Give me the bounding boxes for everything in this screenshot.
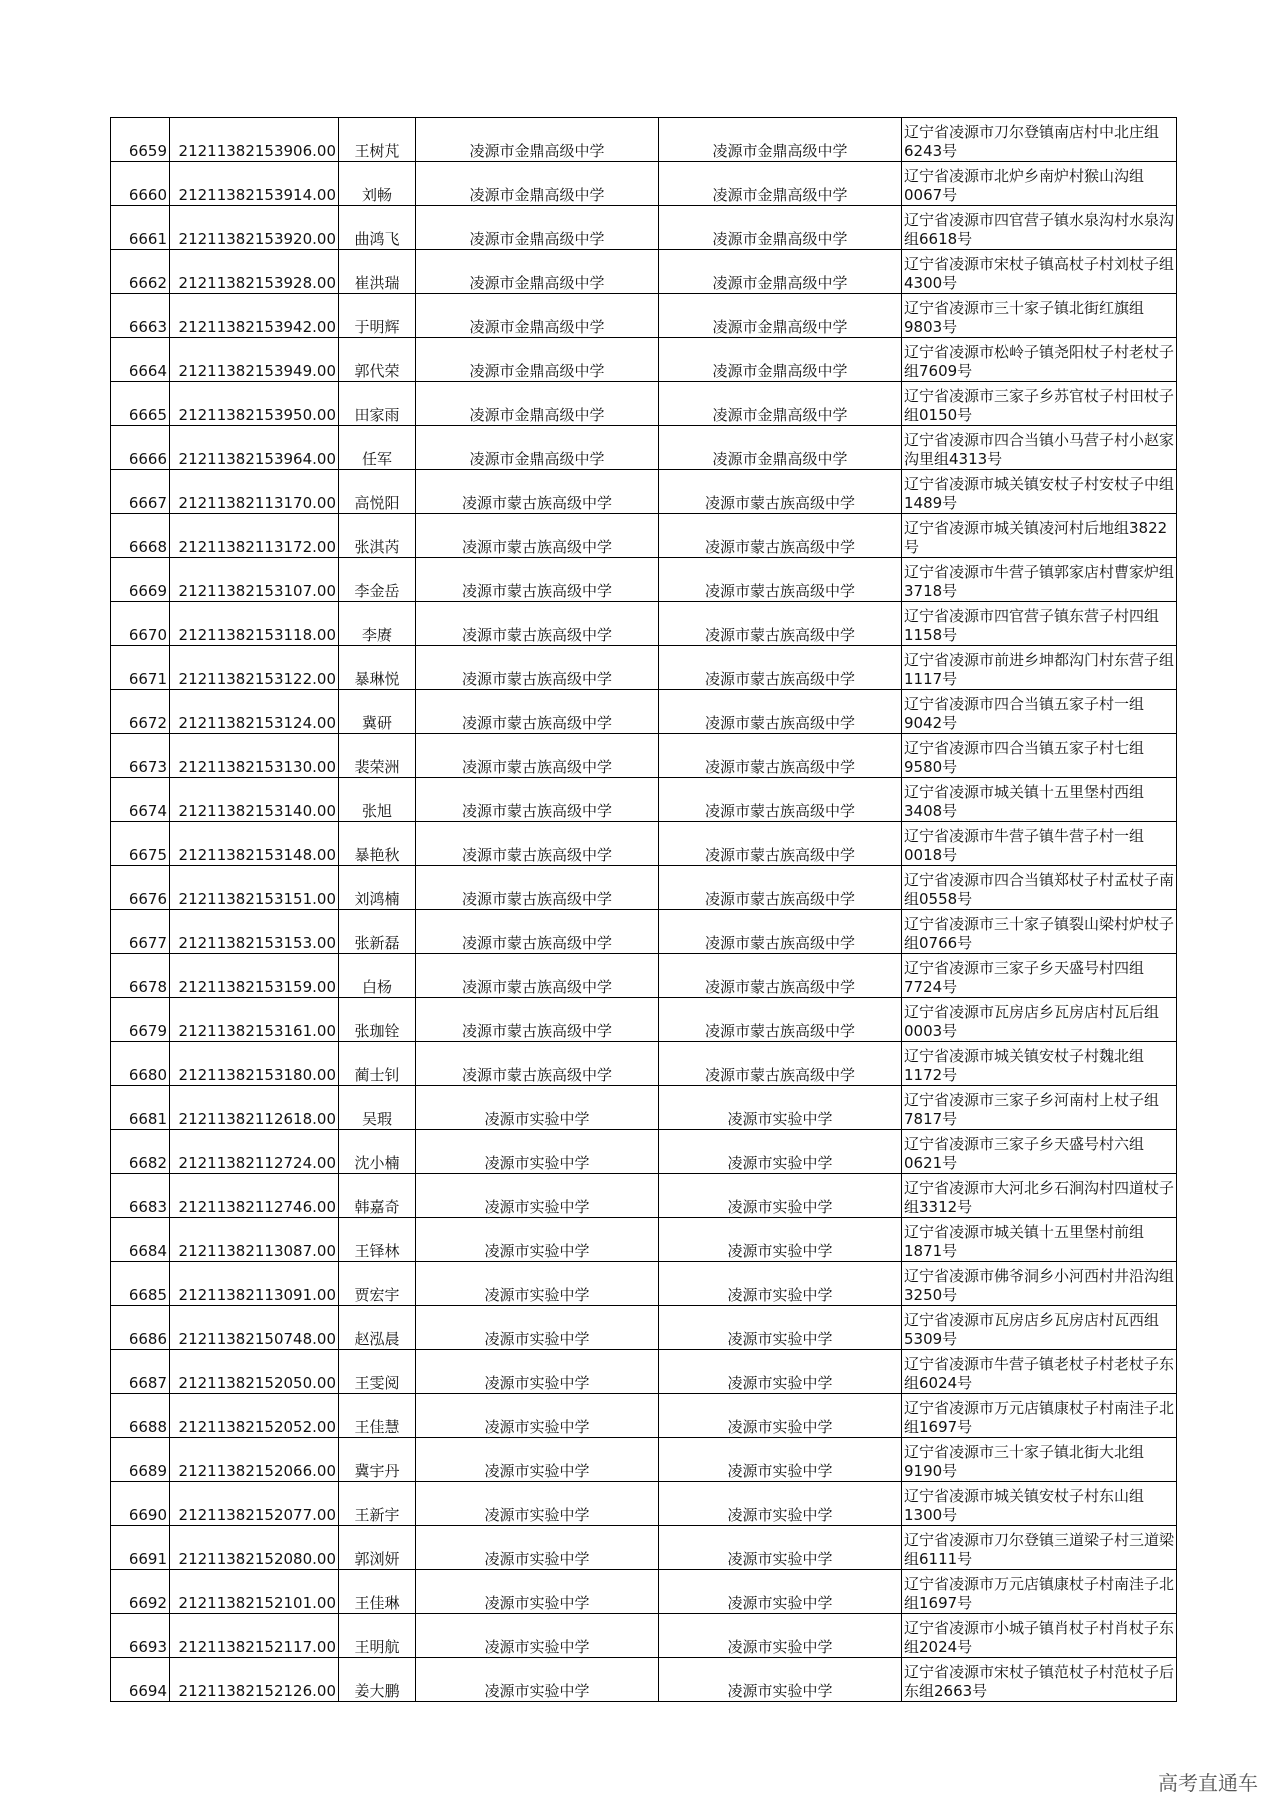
student-name-cell: 张淇芮 xyxy=(339,514,416,558)
address-cell: 辽宁省凌源市四官营子镇东营子村四组1158号 xyxy=(902,602,1177,646)
address-cell: 辽宁省凌源市大河北乡石涧沟村四道杖子组3312号 xyxy=(902,1174,1177,1218)
seq-cell: 6682 xyxy=(111,1130,170,1174)
school-cell: 凌源市实验中学 xyxy=(416,1218,659,1262)
school-cell: 凌源市蒙古族高级中学 xyxy=(416,910,659,954)
school-cell: 凌源市蒙古族高级中学 xyxy=(416,690,659,734)
table-row xyxy=(111,250,1177,294)
school-cell: 凌源市蒙古族高级中学 xyxy=(416,646,659,690)
seq-cell: 6672 xyxy=(111,690,170,734)
school-cell: 凌源市实验中学 xyxy=(416,1658,659,1702)
address-cell: 辽宁省凌源市小城子镇肖杖子村肖杖子东组2024号 xyxy=(902,1614,1177,1658)
admitting-school-cell: 凌源市金鼎高级中学 xyxy=(659,162,902,206)
admitting-school-cell: 凌源市蒙古族高级中学 xyxy=(659,514,902,558)
student-name-cell: 贾宏宇 xyxy=(339,1262,416,1306)
candidate-id-cell: 21211382153942.00 xyxy=(170,294,339,338)
address-cell: 辽宁省凌源市瓦房店乡瓦房店村瓦西组5309号 xyxy=(902,1306,1177,1350)
student-name-cell: 郭代荣 xyxy=(339,338,416,382)
table-row xyxy=(111,1438,1177,1482)
candidate-id-cell: 21211382153159.00 xyxy=(170,954,339,998)
candidate-id-cell: 21211382113087.00 xyxy=(170,1218,339,1262)
address-cell: 辽宁省凌源市宋杖子镇范杖子村范杖子后东组2663号 xyxy=(902,1658,1177,1702)
student-name-cell: 蔺士钊 xyxy=(339,1042,416,1086)
student-name-cell: 曲鸿飞 xyxy=(339,206,416,250)
table-row xyxy=(111,338,1177,382)
seq-cell: 6681 xyxy=(111,1086,170,1130)
student-name-cell: 王明航 xyxy=(339,1614,416,1658)
candidate-id-cell: 21211382152052.00 xyxy=(170,1394,339,1438)
seq-cell: 6688 xyxy=(111,1394,170,1438)
school-cell: 凌源市实验中学 xyxy=(416,1614,659,1658)
address-cell: 辽宁省凌源市三家子乡苏官杖子村田杖子组0150号 xyxy=(902,382,1177,426)
seq-cell: 6676 xyxy=(111,866,170,910)
table-row xyxy=(111,1042,1177,1086)
table-row xyxy=(111,778,1177,822)
student-name-cell: 张新磊 xyxy=(339,910,416,954)
seq-cell: 6662 xyxy=(111,250,170,294)
school-cell: 凌源市蒙古族高级中学 xyxy=(416,1042,659,1086)
student-name-cell: 田家雨 xyxy=(339,382,416,426)
school-cell: 凌源市实验中学 xyxy=(416,1350,659,1394)
student-name-cell: 王树芃 xyxy=(339,118,416,162)
candidate-id-cell: 21211382153950.00 xyxy=(170,382,339,426)
candidate-id-cell: 21211382152066.00 xyxy=(170,1438,339,1482)
address-cell: 辽宁省凌源市三家子乡天盛号村六组0621号 xyxy=(902,1130,1177,1174)
address-cell: 辽宁省凌源市三家子乡天盛号村四组7724号 xyxy=(902,954,1177,998)
admitting-school-cell: 凌源市蒙古族高级中学 xyxy=(659,866,902,910)
student-name-cell: 王佳琳 xyxy=(339,1570,416,1614)
candidate-id-cell: 21211382153180.00 xyxy=(170,1042,339,1086)
address-cell: 辽宁省凌源市刀尔登镇三道梁子村三道梁组6111号 xyxy=(902,1526,1177,1570)
student-name-cell: 任军 xyxy=(339,426,416,470)
seq-cell: 6693 xyxy=(111,1614,170,1658)
admitting-school-cell: 凌源市金鼎高级中学 xyxy=(659,206,902,250)
admitting-school-cell: 凌源市实验中学 xyxy=(659,1438,902,1482)
candidate-id-cell: 21211382152126.00 xyxy=(170,1658,339,1702)
admitting-school-cell: 凌源市实验中学 xyxy=(659,1658,902,1702)
school-cell: 凌源市金鼎高级中学 xyxy=(416,382,659,426)
admitting-school-cell: 凌源市蒙古族高级中学 xyxy=(659,910,902,954)
table-row xyxy=(111,294,1177,338)
seq-cell: 6670 xyxy=(111,602,170,646)
table-row xyxy=(111,1306,1177,1350)
student-name-cell: 刘畅 xyxy=(339,162,416,206)
student-name-cell: 赵泓晨 xyxy=(339,1306,416,1350)
address-cell: 辽宁省凌源市牛营子镇老杖子村老杖子东组6024号 xyxy=(902,1350,1177,1394)
seq-cell: 6659 xyxy=(111,118,170,162)
student-name-cell: 崔洪瑞 xyxy=(339,250,416,294)
student-name-cell: 高悦阳 xyxy=(339,470,416,514)
address-cell: 辽宁省凌源市三十家子镇北街红旗组9803号 xyxy=(902,294,1177,338)
seq-cell: 6689 xyxy=(111,1438,170,1482)
student-name-cell: 王雯阅 xyxy=(339,1350,416,1394)
candidate-id-cell: 21211382153130.00 xyxy=(170,734,339,778)
school-cell: 凌源市实验中学 xyxy=(416,1394,659,1438)
seq-cell: 6684 xyxy=(111,1218,170,1262)
seq-cell: 6679 xyxy=(111,998,170,1042)
table-row xyxy=(111,646,1177,690)
seq-cell: 6691 xyxy=(111,1526,170,1570)
student-name-cell: 暴艳秋 xyxy=(339,822,416,866)
seq-cell: 6673 xyxy=(111,734,170,778)
student-name-cell: 于明辉 xyxy=(339,294,416,338)
school-cell: 凌源市蒙古族高级中学 xyxy=(416,514,659,558)
candidate-id-cell: 21211382153949.00 xyxy=(170,338,339,382)
school-cell: 凌源市金鼎高级中学 xyxy=(416,162,659,206)
candidate-id-cell: 21211382153122.00 xyxy=(170,646,339,690)
address-cell: 辽宁省凌源市松岭子镇尧阳杖子村老杖子组7609号 xyxy=(902,338,1177,382)
admitting-school-cell: 凌源市蒙古族高级中学 xyxy=(659,1042,902,1086)
admitting-school-cell: 凌源市蒙古族高级中学 xyxy=(659,954,902,998)
table-row xyxy=(111,1130,1177,1174)
student-name-cell: 吴瑕 xyxy=(339,1086,416,1130)
admitting-school-cell: 凌源市实验中学 xyxy=(659,1306,902,1350)
seq-cell: 6683 xyxy=(111,1174,170,1218)
address-cell: 辽宁省凌源市四官营子镇水泉沟村水泉沟组6618号 xyxy=(902,206,1177,250)
candidate-id-cell: 21211382153928.00 xyxy=(170,250,339,294)
address-cell: 辽宁省凌源市四合当镇五家子村一组9042号 xyxy=(902,690,1177,734)
school-cell: 凌源市蒙古族高级中学 xyxy=(416,822,659,866)
school-cell: 凌源市蒙古族高级中学 xyxy=(416,602,659,646)
seq-cell: 6660 xyxy=(111,162,170,206)
table-row xyxy=(111,162,1177,206)
table-row xyxy=(111,1394,1177,1438)
roster-table xyxy=(110,117,1177,1702)
table-row xyxy=(111,206,1177,250)
student-name-cell: 张珈铨 xyxy=(339,998,416,1042)
seq-cell: 6677 xyxy=(111,910,170,954)
candidate-id-cell: 21211382113172.00 xyxy=(170,514,339,558)
candidate-id-cell: 21211382153914.00 xyxy=(170,162,339,206)
table-row xyxy=(111,426,1177,470)
candidate-id-cell: 21211382153920.00 xyxy=(170,206,339,250)
student-name-cell: 姜大鹏 xyxy=(339,1658,416,1702)
table-row xyxy=(111,954,1177,998)
seq-cell: 6692 xyxy=(111,1570,170,1614)
address-cell: 辽宁省凌源市四合当镇小马营子村小赵家沟里组4313号 xyxy=(902,426,1177,470)
admitting-school-cell: 凌源市蒙古族高级中学 xyxy=(659,734,902,778)
school-cell: 凌源市实验中学 xyxy=(416,1086,659,1130)
table-row xyxy=(111,910,1177,954)
seq-cell: 6665 xyxy=(111,382,170,426)
admitting-school-cell: 凌源市蒙古族高级中学 xyxy=(659,690,902,734)
candidate-id-cell: 21211382112724.00 xyxy=(170,1130,339,1174)
address-cell: 辽宁省凌源市城关镇安杖子村东山组1300号 xyxy=(902,1482,1177,1526)
candidate-id-cell: 21211382153148.00 xyxy=(170,822,339,866)
school-cell: 凌源市金鼎高级中学 xyxy=(416,294,659,338)
admitting-school-cell: 凌源市实验中学 xyxy=(659,1614,902,1658)
student-name-cell: 郭浏妍 xyxy=(339,1526,416,1570)
table-row xyxy=(111,1526,1177,1570)
address-cell: 辽宁省凌源市万元店镇康杖子村南洼子北组1697号 xyxy=(902,1394,1177,1438)
school-cell: 凌源市金鼎高级中学 xyxy=(416,426,659,470)
student-name-cell: 冀研 xyxy=(339,690,416,734)
admitting-school-cell: 凌源市金鼎高级中学 xyxy=(659,426,902,470)
address-cell: 辽宁省凌源市三十家子镇北街大北组9190号 xyxy=(902,1438,1177,1482)
admitting-school-cell: 凌源市金鼎高级中学 xyxy=(659,294,902,338)
student-name-cell: 沈小楠 xyxy=(339,1130,416,1174)
watermark: 高考直通车 xyxy=(1158,1771,1258,1795)
school-cell: 凌源市实验中学 xyxy=(416,1570,659,1614)
student-name-cell: 王佳慧 xyxy=(339,1394,416,1438)
student-name-cell: 刘鸿楠 xyxy=(339,866,416,910)
admitting-school-cell: 凌源市实验中学 xyxy=(659,1350,902,1394)
table-row xyxy=(111,558,1177,602)
candidate-id-cell: 21211382152080.00 xyxy=(170,1526,339,1570)
student-name-cell: 暴琳悦 xyxy=(339,646,416,690)
table-row xyxy=(111,822,1177,866)
table-row xyxy=(111,470,1177,514)
candidate-id-cell: 21211382153161.00 xyxy=(170,998,339,1042)
seq-cell: 6661 xyxy=(111,206,170,250)
candidate-id-cell: 21211382152117.00 xyxy=(170,1614,339,1658)
admitting-school-cell: 凌源市实验中学 xyxy=(659,1174,902,1218)
table-row xyxy=(111,1174,1177,1218)
address-cell: 辽宁省凌源市万元店镇康杖子村南洼子北组1697号 xyxy=(902,1570,1177,1614)
school-cell: 凌源市蒙古族高级中学 xyxy=(416,778,659,822)
table-row xyxy=(111,382,1177,426)
school-cell: 凌源市金鼎高级中学 xyxy=(416,118,659,162)
candidate-id-cell: 21211382113091.00 xyxy=(170,1262,339,1306)
admitting-school-cell: 凌源市实验中学 xyxy=(659,1526,902,1570)
address-cell: 辽宁省凌源市宋杖子镇高杖子村刘杖子组4300号 xyxy=(902,250,1177,294)
address-cell: 辽宁省凌源市牛营子镇牛营子村一组0018号 xyxy=(902,822,1177,866)
seq-cell: 6674 xyxy=(111,778,170,822)
seq-cell: 6687 xyxy=(111,1350,170,1394)
address-cell: 辽宁省凌源市刀尔登镇南店村中北庄组6243号 xyxy=(902,118,1177,162)
school-cell: 凌源市蒙古族高级中学 xyxy=(416,558,659,602)
admitting-school-cell: 凌源市金鼎高级中学 xyxy=(659,250,902,294)
address-cell: 辽宁省凌源市前进乡坤都沟门村东营子组1117号 xyxy=(902,646,1177,690)
admitting-school-cell: 凌源市蒙古族高级中学 xyxy=(659,998,902,1042)
roster-body xyxy=(111,118,1177,1702)
candidate-id-cell: 21211382152077.00 xyxy=(170,1482,339,1526)
student-name-cell: 李金岳 xyxy=(339,558,416,602)
candidate-id-cell: 21211382112618.00 xyxy=(170,1086,339,1130)
seq-cell: 6675 xyxy=(111,822,170,866)
candidate-id-cell: 21211382153140.00 xyxy=(170,778,339,822)
admitting-school-cell: 凌源市实验中学 xyxy=(659,1218,902,1262)
seq-cell: 6685 xyxy=(111,1262,170,1306)
address-cell: 辽宁省凌源市佛爷洞乡小河西村井沿沟组3250号 xyxy=(902,1262,1177,1306)
admitting-school-cell: 凌源市实验中学 xyxy=(659,1262,902,1306)
address-cell: 辽宁省凌源市城关镇十五里堡村西组3408号 xyxy=(902,778,1177,822)
table-row xyxy=(111,1658,1177,1702)
student-name-cell: 王新宇 xyxy=(339,1482,416,1526)
table-row xyxy=(111,734,1177,778)
table-row xyxy=(111,866,1177,910)
seq-cell: 6664 xyxy=(111,338,170,382)
school-cell: 凌源市金鼎高级中学 xyxy=(416,338,659,382)
school-cell: 凌源市实验中学 xyxy=(416,1262,659,1306)
seq-cell: 6680 xyxy=(111,1042,170,1086)
address-cell: 辽宁省凌源市四合当镇郑杖子村孟杖子南组0558号 xyxy=(902,866,1177,910)
admitting-school-cell: 凌源市实验中学 xyxy=(659,1482,902,1526)
seq-cell: 6666 xyxy=(111,426,170,470)
admitting-school-cell: 凌源市实验中学 xyxy=(659,1394,902,1438)
table-row xyxy=(111,1482,1177,1526)
table-row xyxy=(111,690,1177,734)
admitting-school-cell: 凌源市金鼎高级中学 xyxy=(659,338,902,382)
candidate-id-cell: 21211382153151.00 xyxy=(170,866,339,910)
seq-cell: 6690 xyxy=(111,1482,170,1526)
admitting-school-cell: 凌源市蒙古族高级中学 xyxy=(659,558,902,602)
student-name-cell: 张旭 xyxy=(339,778,416,822)
address-cell: 辽宁省凌源市四合当镇五家子村七组9580号 xyxy=(902,734,1177,778)
school-cell: 凌源市金鼎高级中学 xyxy=(416,206,659,250)
school-cell: 凌源市实验中学 xyxy=(416,1130,659,1174)
candidate-id-cell: 21211382153107.00 xyxy=(170,558,339,602)
candidate-id-cell: 21211382113170.00 xyxy=(170,470,339,514)
student-name-cell: 王铎林 xyxy=(339,1218,416,1262)
school-cell: 凌源市蒙古族高级中学 xyxy=(416,954,659,998)
candidate-id-cell: 21211382112746.00 xyxy=(170,1174,339,1218)
address-cell: 辽宁省凌源市北炉乡南炉村猴山沟组0067号 xyxy=(902,162,1177,206)
seq-cell: 6669 xyxy=(111,558,170,602)
address-cell: 辽宁省凌源市三十家子镇裂山梁村炉杖子组0766号 xyxy=(902,910,1177,954)
admitting-school-cell: 凌源市金鼎高级中学 xyxy=(659,382,902,426)
seq-cell: 6686 xyxy=(111,1306,170,1350)
admitting-school-cell: 凌源市实验中学 xyxy=(659,1086,902,1130)
student-name-cell: 韩嘉奇 xyxy=(339,1174,416,1218)
admitting-school-cell: 凌源市实验中学 xyxy=(659,1130,902,1174)
address-cell: 辽宁省凌源市牛营子镇郭家店村曹家炉组3718号 xyxy=(902,558,1177,602)
address-cell: 辽宁省凌源市瓦房店乡瓦房店村瓦后组0003号 xyxy=(902,998,1177,1042)
school-cell: 凌源市实验中学 xyxy=(416,1174,659,1218)
admitting-school-cell: 凌源市蒙古族高级中学 xyxy=(659,822,902,866)
table-row xyxy=(111,1262,1177,1306)
seq-cell: 6694 xyxy=(111,1658,170,1702)
admitting-school-cell: 凌源市蒙古族高级中学 xyxy=(659,778,902,822)
address-cell: 辽宁省凌源市城关镇安杖子村魏北组1172号 xyxy=(902,1042,1177,1086)
school-cell: 凌源市实验中学 xyxy=(416,1482,659,1526)
candidate-id-cell: 21211382153906.00 xyxy=(170,118,339,162)
school-cell: 凌源市实验中学 xyxy=(416,1438,659,1482)
student-name-cell: 白杨 xyxy=(339,954,416,998)
candidate-id-cell: 21211382152050.00 xyxy=(170,1350,339,1394)
table-row xyxy=(111,1614,1177,1658)
seq-cell: 6668 xyxy=(111,514,170,558)
admitting-school-cell: 凌源市蒙古族高级中学 xyxy=(659,470,902,514)
school-cell: 凌源市蒙古族高级中学 xyxy=(416,866,659,910)
table-row xyxy=(111,1570,1177,1614)
student-name-cell: 裴荣洲 xyxy=(339,734,416,778)
table-row xyxy=(111,1350,1177,1394)
admitting-school-cell: 凌源市蒙古族高级中学 xyxy=(659,602,902,646)
address-cell: 辽宁省凌源市城关镇凌河村后地组3822号 xyxy=(902,514,1177,558)
school-cell: 凌源市实验中学 xyxy=(416,1306,659,1350)
admitting-school-cell: 凌源市金鼎高级中学 xyxy=(659,118,902,162)
admitting-school-cell: 凌源市蒙古族高级中学 xyxy=(659,646,902,690)
table-row xyxy=(111,1086,1177,1130)
address-cell: 辽宁省凌源市城关镇安杖子村安杖子中组1489号 xyxy=(902,470,1177,514)
school-cell: 凌源市蒙古族高级中学 xyxy=(416,998,659,1042)
address-cell: 辽宁省凌源市城关镇十五里堡村前组1871号 xyxy=(902,1218,1177,1262)
seq-cell: 6678 xyxy=(111,954,170,998)
candidate-id-cell: 21211382153124.00 xyxy=(170,690,339,734)
school-cell: 凌源市蒙古族高级中学 xyxy=(416,734,659,778)
student-name-cell: 冀宇丹 xyxy=(339,1438,416,1482)
admitting-school-cell: 凌源市实验中学 xyxy=(659,1570,902,1614)
seq-cell: 6667 xyxy=(111,470,170,514)
table-row xyxy=(111,514,1177,558)
seq-cell: 6671 xyxy=(111,646,170,690)
seq-cell: 6663 xyxy=(111,294,170,338)
candidate-id-cell: 21211382153964.00 xyxy=(170,426,339,470)
table-row xyxy=(111,998,1177,1042)
school-cell: 凌源市金鼎高级中学 xyxy=(416,250,659,294)
school-cell: 凌源市实验中学 xyxy=(416,1526,659,1570)
candidate-id-cell: 21211382150748.00 xyxy=(170,1306,339,1350)
candidate-id-cell: 21211382153118.00 xyxy=(170,602,339,646)
table-row xyxy=(111,602,1177,646)
table-row xyxy=(111,118,1177,162)
table-row xyxy=(111,1218,1177,1262)
candidate-id-cell: 21211382153153.00 xyxy=(170,910,339,954)
student-name-cell: 李赓 xyxy=(339,602,416,646)
school-cell: 凌源市蒙古族高级中学 xyxy=(416,470,659,514)
address-cell: 辽宁省凌源市三家子乡河南村上杖子组7817号 xyxy=(902,1086,1177,1130)
candidate-id-cell: 21211382152101.00 xyxy=(170,1570,339,1614)
